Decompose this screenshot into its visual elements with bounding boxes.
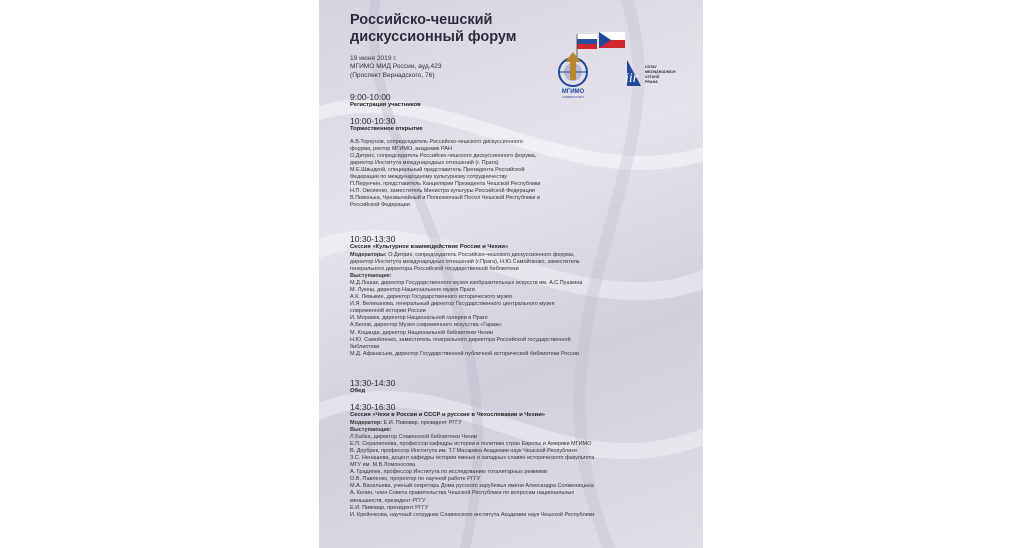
time-slot: 10:00-10:30 xyxy=(350,116,396,126)
list-item: Н.Ю. Самойленко, заместитель генерального директора Российской государственной xyxy=(350,336,571,343)
block-registration xyxy=(350,92,695,110)
forum-title xyxy=(350,12,550,46)
list-item: Н.П. Овсиенко, заместитель Министра культуры Российской Федерации xyxy=(350,188,535,195)
session-heading: Торжественное открытие xyxy=(350,126,423,132)
speakers-label: Выступающие: xyxy=(350,272,392,279)
block-opening xyxy=(350,116,695,209)
iir-name-2: MEZINÁRODNÍCH xyxy=(645,70,676,74)
list-item: А.В.Торкунов, сопредседатель Российско-чешского дискуссионного xyxy=(350,138,523,145)
list-item: А. Градилек, профессор Института по исследованию тоталитарных режимов xyxy=(350,469,547,476)
time-slot: 14:30-16:30 xyxy=(350,402,396,412)
list-item: И. Крейнчкова, научный сотрудник Славянского института Академии наук Чешской Республики xyxy=(350,511,595,518)
list-item: О.В. Павленко, проректор по научной работе РГГУ xyxy=(350,476,481,483)
list-item: А.Белов, директор Музея современного искусства «Гараж» xyxy=(350,322,502,329)
list-item: современной истории России xyxy=(350,308,426,315)
iir-name-3: VZTAHŮ xyxy=(645,75,660,79)
venue-address: (Проспект Вернадского, 76) xyxy=(350,71,435,79)
venue-info xyxy=(350,55,550,80)
speakers-label: Выступающие: xyxy=(350,426,392,433)
block-lunch xyxy=(350,378,695,396)
list-item: М.Е.Швыдкой, специальный представитель Президента Российской xyxy=(350,166,525,173)
list-item: И.Я. Великанова, генеральный директор Государственного центрального музея xyxy=(350,301,555,308)
block-culture-session xyxy=(350,234,695,358)
list-item: меньшинств, президент РГГУ xyxy=(350,497,426,504)
forum-title-line2: дискуссионный форум xyxy=(350,29,517,45)
list-item: П.Перунчин, представитель Канцелярии Президента Чешской Республики xyxy=(350,181,541,188)
list-item: генерального директора Российской государственной библиотеки xyxy=(350,265,519,272)
moderators xyxy=(350,252,695,273)
list-item: И. Моравек, директор Национальной галереи в Праге xyxy=(350,315,488,322)
list-item: директор Института международных отношений (г. Прага) xyxy=(350,159,499,166)
moderator-label: Модератор: xyxy=(350,419,383,426)
list-item: М.А. Васильева, ученый секретарь Дома русского зарубежья имени Александра Солженицына xyxy=(350,483,594,490)
moderator xyxy=(350,420,695,427)
speaker-list xyxy=(350,273,695,358)
time-slot: 9:00-10:00 xyxy=(350,92,391,102)
list-item: Е.П. Серапионова, профессор кафедры истории и политики стран Европы и Америки МГИМО xyxy=(350,440,592,447)
mgimo-logo-text: МГИМО xyxy=(561,89,585,95)
program-sheet xyxy=(319,0,703,548)
list-item: В. Доубрек, профессор Института им. Т.Г.Масарика Академии наук Чешской Республики xyxy=(350,447,577,454)
iir-name-4: PRAHA xyxy=(645,80,658,84)
list-item: Федерации по международному культурному сотрудничеству xyxy=(350,173,508,180)
time-slot: 10:30-13:30 xyxy=(350,234,396,244)
moderators-label: Модераторы: xyxy=(350,251,387,258)
list-item: директор Института международных отношений (г.Прага), Н.Ю.Самойленко, заместитель xyxy=(350,258,580,265)
list-item: А. Келин, член Совета правительства Чешской Республики по вопросам национальных xyxy=(350,490,575,497)
list-item: А.К. Левыкин, директор Государственного исторического музея xyxy=(350,294,512,301)
speaker-list xyxy=(350,427,695,519)
session-heading: Регистрация участников xyxy=(350,102,421,108)
block-history-session xyxy=(350,402,695,519)
list-item: Е.И. Пивовар, президент РГГУ xyxy=(383,419,462,426)
iir-name-1: ÚSTAV xyxy=(645,65,657,69)
list-item: О.Дитрих, сопредседатель Российско-чешского дискуссионного форума, xyxy=(388,251,575,258)
russia-flag-icon xyxy=(577,34,597,60)
list-item: М. Коцанда, директор Национальной библиотеки Чехии xyxy=(350,329,493,336)
speaker-list xyxy=(350,139,695,210)
session-heading: Обед xyxy=(350,388,365,394)
list-item: М.Д.Лошак, директор Государственного музея изобразительных искусств им. А.С.Пушкина xyxy=(350,279,583,286)
forum-title-line1: Российско-чешский xyxy=(350,12,493,28)
list-item: форума, ректор МГИМО, академик РАН xyxy=(350,145,452,152)
list-item: Л.Бабка, директор Славянской библиотеки Чехии xyxy=(350,433,477,440)
list-item: М.Д. Афанасьев, директор Государственной публичной исторической библиотеки России xyxy=(350,350,579,357)
list-item: МГУ им. М.В.Ломоносова xyxy=(350,462,416,469)
venue-place: МГИМО МИД России, ауд.423 xyxy=(350,63,442,71)
mgimo-emblem-icon xyxy=(559,52,587,86)
list-item: Е.И. Пивовар, президент РГГУ xyxy=(350,504,429,511)
list-item: В.Пивонька, Чрезвычайный и Полномочный Посол Чешской Республики в xyxy=(350,195,540,202)
venue-date: 19 июня 2019 г. xyxy=(350,55,397,62)
session-heading: Сессия «Чехи в России и СССР и русские в Чехословакии и Чехии» xyxy=(350,412,546,418)
list-item: З.С. Ненашева, доцент кафедры истории южных и западных славян исторического факультета xyxy=(350,454,595,461)
czech-flag-icon xyxy=(599,32,625,48)
session-heading: Сессия «Культурное взаимодействие России и Чехии» xyxy=(350,244,509,250)
list-item: О.Дитрих, сопредседатель Российско-чешского дискуссионного форума, xyxy=(350,152,537,159)
list-item: М. Лукеш, директор Национального музея Праги xyxy=(350,286,475,293)
partner-logos xyxy=(539,30,689,100)
list-item: библиотеки xyxy=(350,343,380,350)
mgimo-logo-subtext: УНИВЕРСИТЕТ xyxy=(561,95,585,99)
iir-logo-text: iir xyxy=(625,71,639,86)
time-slot: 13:30-14:30 xyxy=(350,378,396,388)
list-item: Российской Федерации xyxy=(350,202,410,209)
